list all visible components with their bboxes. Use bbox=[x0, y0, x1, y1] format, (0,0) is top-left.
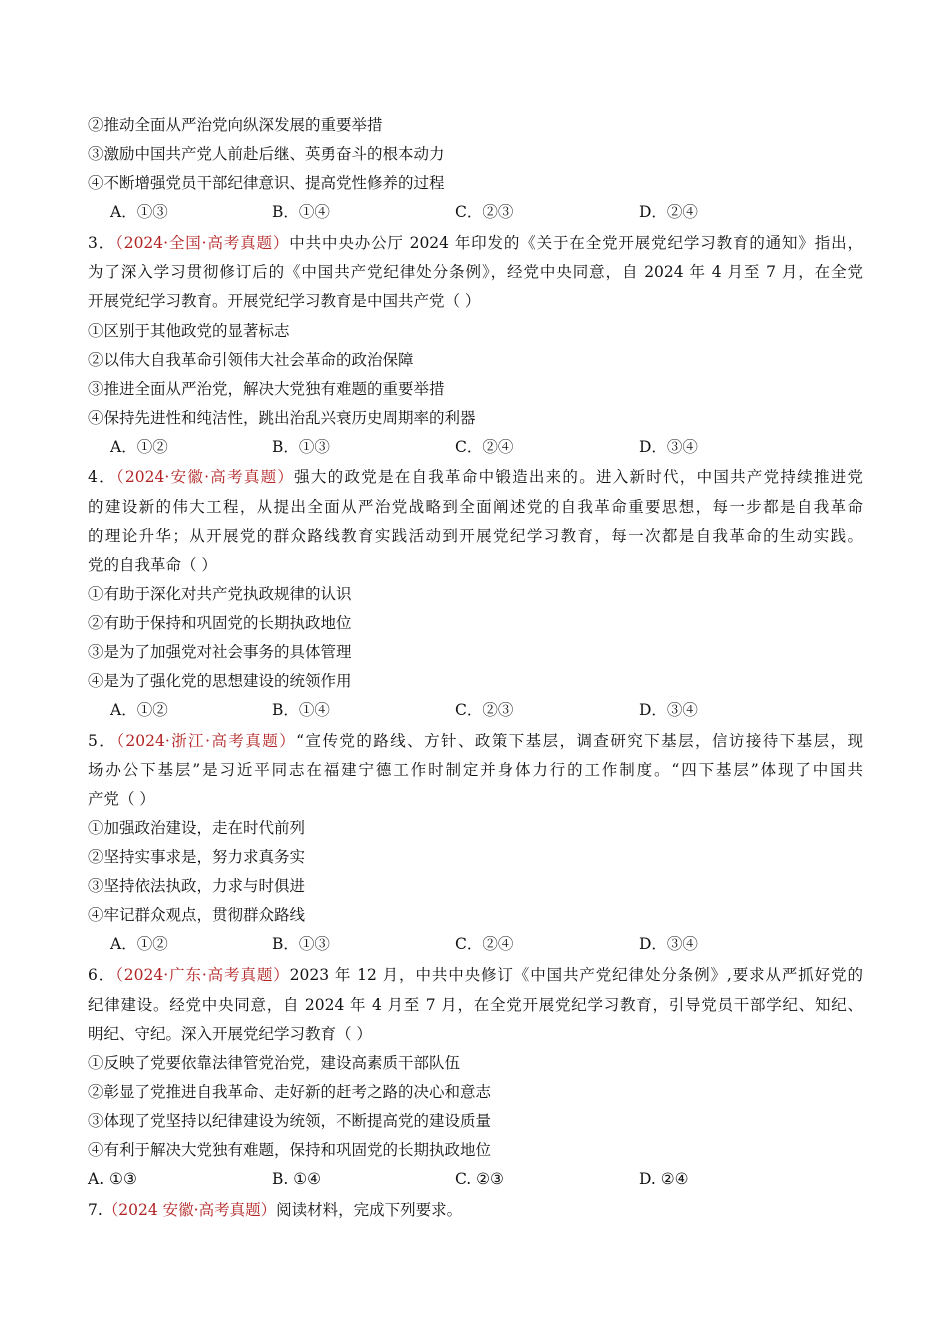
q6-stem-line-1 bbox=[88, 965, 863, 985]
q5-options bbox=[110, 934, 810, 954]
q3-stem-line-3: 开展党纪学习教育。开展党纪学习教育是中国共产党（ ） bbox=[88, 292, 481, 310]
q7-source-tag: （2024 安徽·高考真题） bbox=[102, 1201, 277, 1219]
q4-stem-line-3: 的理论升华；从开展党的群众路线教育实践活动到开展党纪学习教育，每一次都是自我革命的生动实践。 bbox=[88, 527, 863, 545]
q4-number: 4． bbox=[88, 468, 116, 486]
q6-option-d: D. ②④ bbox=[639, 1170, 689, 1188]
q4-item-1: ①有助于深化对共产党执政规律的认识 bbox=[88, 585, 352, 603]
q3-item-2: ②以伟大自我革命引领伟大社会革命的政治保障 bbox=[88, 351, 414, 369]
q4-options bbox=[110, 700, 810, 720]
q4-item-4: ④是为了强化党的思想建设的统领作用 bbox=[88, 672, 352, 690]
q5-item-3: ③坚持依法执政，力求与时俱进 bbox=[88, 877, 306, 895]
q6-option-c: C. ②③ bbox=[455, 1170, 504, 1188]
q5-stem-text: “宣传党的路线、方针、政策下基层，调查研究下基层，信访接待下基层，现 bbox=[296, 732, 863, 750]
q4-option-c: C．②③ bbox=[455, 701, 514, 719]
q6-option-a: A. ①③ bbox=[88, 1170, 137, 1188]
q4-stem-line-1 bbox=[88, 467, 863, 487]
q5-number: 5． bbox=[88, 732, 117, 750]
q4-stem-line-2: 的建设新的伟大工程，从提出全面从严治党战略到全面阐述党的自我革命重要思想，每一步都是自我革命 bbox=[88, 498, 863, 516]
q5-stem-line-1 bbox=[88, 731, 863, 751]
q6-item-3: ③体现了党坚持以纪律建设为统领，不断提高党的建设质量 bbox=[88, 1112, 492, 1130]
q6-options bbox=[88, 1169, 788, 1189]
q2-option-a: A．①③ bbox=[110, 203, 168, 221]
q2-option-d: D．②④ bbox=[639, 203, 698, 221]
q6-item-2: ②彰显了党推进自我革命、走好新的赶考之路的决心和意志 bbox=[88, 1083, 492, 1101]
q2-option-c: C．②③ bbox=[455, 203, 514, 221]
q3-options bbox=[110, 437, 810, 457]
q3-stem-text: 中共中央办公厅 2024 年印发的《关于在全党开展党纪学习教育的通知》指出， bbox=[289, 234, 863, 252]
q2-options bbox=[110, 202, 810, 222]
q4-item-3: ③是为了加强党对社会事务的具体管理 bbox=[88, 643, 352, 661]
q6-option-b: B. ①④ bbox=[272, 1170, 322, 1188]
q3-option-b: B．①③ bbox=[272, 438, 330, 456]
q5-option-c: C．②④ bbox=[455, 935, 514, 953]
q7-number: 7. bbox=[88, 1201, 103, 1219]
q4-stem-text: 强大的政党是在自我革命中锻造出来的。进入新时代，中国共产党持续推进党 bbox=[294, 468, 863, 486]
q3-source-tag: （2024·全国·高考真题） bbox=[115, 234, 290, 252]
q7-stem-text: 阅读材料，完成下列要求。 bbox=[276, 1201, 463, 1219]
q4-option-a: A．①② bbox=[110, 701, 168, 719]
q2-item-4: ④不断增强党员干部纪律意识、提高党性修养的过程 bbox=[88, 174, 445, 192]
q2-item-2: ②推动全面从严治党向纵深发展的重要举措 bbox=[88, 116, 383, 134]
q5-option-d: D．③④ bbox=[639, 935, 698, 953]
q4-option-d: D．③④ bbox=[639, 701, 698, 719]
q3-item-3: ③推进全面从严治党，解决大党独有难题的重要举措 bbox=[88, 380, 445, 398]
q6-item-4: ④有利于解决大党独有难题，保持和巩固党的长期执政地位 bbox=[88, 1141, 492, 1159]
q3-item-4: ④保持先进性和纯洁性，跳出治乱兴衰历史周期率的利器 bbox=[88, 409, 476, 427]
q4-source-tag: （2024·安徽·高考真题） bbox=[115, 468, 295, 486]
q4-item-2: ②有助于保持和巩固党的长期执政地位 bbox=[88, 614, 352, 632]
q2-option-b: B．①④ bbox=[272, 203, 330, 221]
q5-source-tag: （2024·浙江·高考真题） bbox=[116, 732, 297, 750]
q7-stem-line-1 bbox=[88, 1200, 462, 1220]
q3-number: 3． bbox=[88, 234, 116, 252]
q5-option-b: B．①③ bbox=[272, 935, 330, 953]
q6-stem-text: 2023 年 12 月，中共中央修订《中国共产党纪律处分条例》,要求从严抓好党的 bbox=[289, 966, 863, 984]
q3-option-c: C．②④ bbox=[455, 438, 514, 456]
q2-item-3: ③激励中国共产党人前赴后继、英勇奋斗的根本动力 bbox=[88, 145, 445, 163]
q3-stem-line-1 bbox=[88, 233, 863, 253]
q6-source-tag: （2024·广东·高考真题） bbox=[115, 966, 290, 984]
q3-item-1: ①区别于其他政党的显著标志 bbox=[88, 322, 290, 340]
q4-stem-line-4: 党的自我革命（ ） bbox=[88, 556, 217, 574]
q6-stem-line-3: 明纪、守纪。深入开展党纪学习教育（ ） bbox=[88, 1025, 372, 1043]
q6-number: 6． bbox=[88, 966, 116, 984]
q5-item-4: ④牢记群众观点，贯彻群众路线 bbox=[88, 906, 306, 924]
q3-option-d: D．③④ bbox=[639, 438, 698, 456]
q5-option-a: A．①② bbox=[110, 935, 168, 953]
q6-item-1: ①反映了党要依靠法律管党治党，建设高素质干部队伍 bbox=[88, 1054, 461, 1072]
q6-stem-line-2: 纪律建设。经党中央同意，自 2024 年 4 月至 7 月，在全党开展党纪学习教育，引导党员干部学纪、知纪、 bbox=[88, 996, 863, 1014]
q5-item-1: ①加强政治建设，走在时代前列 bbox=[88, 819, 306, 837]
q3-option-a: A．①② bbox=[110, 438, 168, 456]
q5-stem-line-3: 产党（ ） bbox=[88, 790, 155, 808]
q4-option-b: B．①④ bbox=[272, 701, 330, 719]
q5-item-2: ②坚持实事求是，努力求真务实 bbox=[88, 848, 306, 866]
q5-stem-line-2: 场办公下基层”是习近平同志在福建宁德工作时制定并身体力行的工作制度。“四下基层”体现了中国共 bbox=[88, 761, 863, 779]
q3-stem-line-2: 为了深入学习贯彻修订后的《中国共产党纪律处分条例》，经党中央同意，自 2024 年 4 月至 7 月，在全党 bbox=[88, 263, 863, 281]
